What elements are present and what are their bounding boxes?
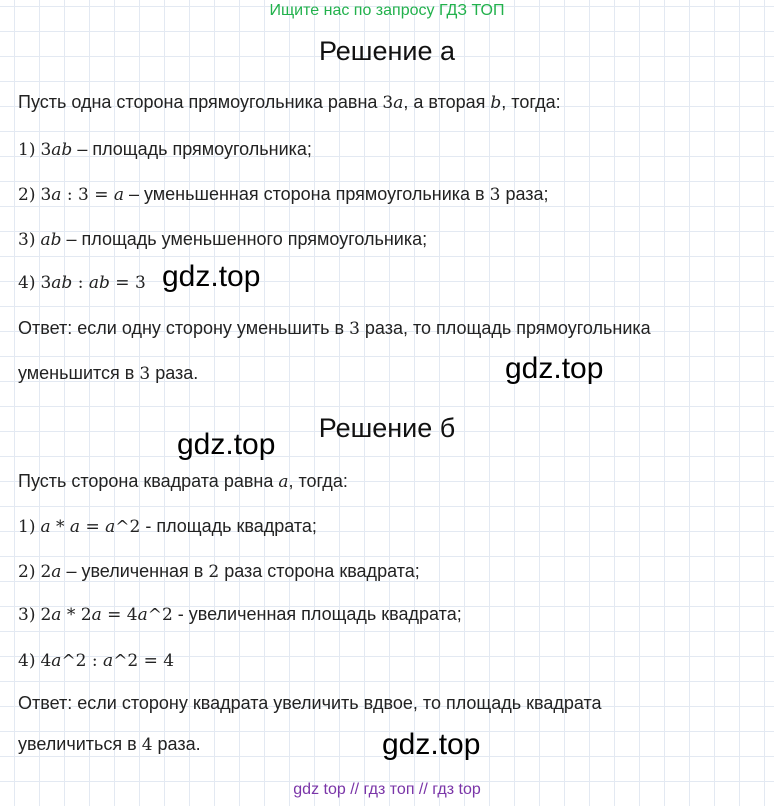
math-var: a [51,651,62,671]
step-number: 1) [18,140,36,160]
answer-line-1-b [18,693,602,714]
math: 3 [139,364,151,384]
text: Ответ: если сторону квадрата увеличить вдвое, то площадь квадрата [18,693,602,713]
section-title-b: Решение б [318,413,456,443]
math-var: a [105,517,116,537]
text: раза. [152,734,201,754]
step-number: 2) [18,562,36,582]
answer-line-2-b [18,734,201,755]
text: увеличиться в [18,734,142,754]
math: = 4 [101,605,138,625]
math-var: b [490,93,502,113]
math: 3 [349,319,360,339]
math: 2 [40,562,52,582]
math: 2 [208,562,220,582]
math-var: a [91,605,102,625]
step-number: 4) [18,651,36,671]
step-2-a [18,184,549,205]
math: 4 [40,651,52,671]
math-var: ab [51,140,73,160]
text: - увеличенная площадь квадрата; [172,604,462,624]
step-number: 2) [18,185,36,205]
math-var: ab [40,230,62,250]
step-number: 3) [18,230,36,250]
math: 3 [40,140,52,160]
text: – площадь прямоугольника; [72,139,312,159]
math-var: a [69,517,81,537]
text: раза. [150,363,199,383]
math: ^2 [115,517,141,537]
watermark: gdz.top [177,428,276,461]
step-3-b [18,604,462,625]
text: раза, то площадь прямоугольника [359,318,651,338]
text: раза; [500,184,549,204]
step-number: 3) [18,605,36,625]
text: – увеличенная в [61,561,209,581]
math: = 3 [109,273,146,293]
step-2-b [18,561,420,582]
math-var: a [278,472,289,492]
intro-line-a [18,92,561,113]
text: , тогда: [501,92,561,112]
text: – площадь уменьшенного прямоугольника; [61,229,428,249]
step-number: 1) [18,517,36,537]
math-var: ab [88,273,110,293]
step-4-a [18,272,146,293]
text: раза сторона квадрата; [219,561,420,581]
step-1-a [18,139,312,160]
text: , а вторая [403,92,491,112]
step-4-b [18,650,174,671]
math-var: a [51,185,62,205]
math: ^2 = 4 [113,651,175,671]
math: 3 [382,93,394,113]
section-title-a: Решение а [318,36,456,66]
math: ^2 [147,605,173,625]
math: 4 [141,735,153,755]
text: Пусть одна сторона прямоугольника равна [18,92,383,112]
math: 2 [40,605,52,625]
math-var: a [103,651,114,671]
math: 3 [40,185,52,205]
watermark: gdz.top [162,260,261,293]
footer-links: gdz top // гдз топ // гдз top [293,781,481,798]
math-var: a [40,517,51,537]
math-var: a [51,562,62,582]
watermark: gdz.top [505,352,604,385]
step-1-b [18,516,317,537]
math: 3 [40,273,52,293]
math-var: a [137,605,148,625]
math: = [80,517,106,537]
text: , тогда: [288,471,348,491]
top-banner: Ищите нас по запросу ГДЗ ТОП [269,2,505,19]
math: : [72,273,89,293]
math: 3 [489,185,501,205]
math-var: ab [51,273,73,293]
math: * [50,517,70,537]
step-number: 4) [18,273,36,293]
answer-line-2-a [18,363,198,384]
text: - площадь квадрата; [140,516,317,536]
math-var: a [393,93,404,113]
text: – уменьшенная сторона прямоугольника в [123,184,490,204]
step-3-a [18,229,427,250]
math: * 2 [61,605,92,625]
math-var: a [51,605,62,625]
math: ^2 : [61,651,104,671]
math: : 3 = [61,185,114,205]
watermark: gdz.top [382,728,481,761]
text: уменьшится в [18,363,140,383]
text: Ответ: если одну сторону уменьшить в [18,318,350,338]
math-var: a [113,185,124,205]
text: Пусть сторона квадрата равна [18,471,279,491]
answer-line-1-a [18,318,651,339]
intro-line-b [18,471,348,492]
